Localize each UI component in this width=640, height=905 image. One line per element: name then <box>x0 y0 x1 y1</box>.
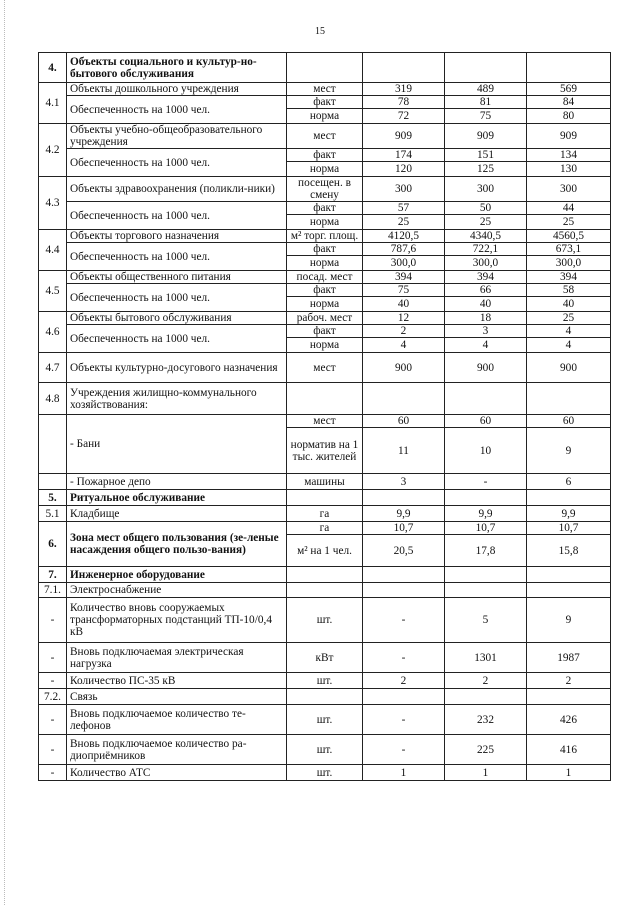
table-row <box>39 83 611 96</box>
table-cell: машины <box>287 474 363 490</box>
table-cell: Объекты учебно-общеобразовательного учреждения <box>67 124 287 149</box>
table-cell: Объекты бытового обслуживания <box>67 312 287 325</box>
table-cell: 5 <box>445 598 527 643</box>
table-cell: 50 <box>445 202 527 215</box>
table-cell: 57 <box>363 202 445 215</box>
table-cell: 4 <box>527 338 611 353</box>
table-cell: - Бани <box>67 415 287 474</box>
table-row <box>39 705 611 735</box>
table-row <box>39 735 611 765</box>
table-cell: 75 <box>445 109 527 124</box>
table-cell: - <box>39 705 67 735</box>
table-row <box>39 415 611 428</box>
table-row <box>39 353 611 383</box>
table-cell: 125 <box>445 162 527 177</box>
table-cell: 394 <box>363 271 445 284</box>
table-cell: 6 <box>527 474 611 490</box>
table-cell: 4.1 <box>39 83 67 124</box>
table-cell: Зона мест общего пользования (зе-леные насаждения общего пользо-вания) <box>67 522 287 567</box>
table-cell: 4.4 <box>39 230 67 271</box>
table-cell: 909 <box>445 124 527 149</box>
table-cell: норматив на 1 тыс. жителей <box>287 428 363 474</box>
table-cell: 489 <box>445 83 527 96</box>
table-cell: 25 <box>527 312 611 325</box>
table-row <box>39 689 611 705</box>
table-cell: Инженерное оборудование <box>67 567 287 583</box>
table-cell: 300 <box>445 177 527 202</box>
table-cell: 20,5 <box>363 535 445 567</box>
table-cell <box>445 53 527 83</box>
table-cell: - <box>39 673 67 689</box>
table-cell: шт. <box>287 705 363 735</box>
table-cell: - <box>445 474 527 490</box>
table-cell: 569 <box>527 83 611 96</box>
table-cell: 25 <box>445 215 527 230</box>
table-cell <box>363 689 445 705</box>
table-cell: шт. <box>287 598 363 643</box>
table-cell: факт <box>287 149 363 162</box>
table-cell <box>363 53 445 83</box>
table-cell: факт <box>287 96 363 109</box>
table-cell: Объекты дошкольного учреждения <box>67 83 287 96</box>
table-cell: 9,9 <box>445 506 527 522</box>
table-cell: 3 <box>363 474 445 490</box>
table-cell <box>287 567 363 583</box>
table-cell <box>287 583 363 598</box>
table-cell: шт. <box>287 735 363 765</box>
table-cell: Вновь подключаемое количество ра-диоприёмников <box>67 735 287 765</box>
table-cell: 58 <box>527 284 611 297</box>
table-row <box>39 230 611 243</box>
table-cell: 6. <box>39 522 67 567</box>
table-cell: 25 <box>527 215 611 230</box>
table-cell <box>363 567 445 583</box>
table-cell: кВт <box>287 643 363 673</box>
table-cell <box>445 583 527 598</box>
table-cell: 2 <box>445 673 527 689</box>
table-cell: Учреждения жилищно-коммунального хозяйствования: <box>67 383 287 415</box>
table-cell: норма <box>287 215 363 230</box>
table-cell: 4.3 <box>39 177 67 230</box>
table-cell: 319 <box>363 83 445 96</box>
table-cell: 394 <box>527 271 611 284</box>
table-cell: 40 <box>445 297 527 312</box>
table-cell: 81 <box>445 96 527 109</box>
table-cell: Обеспеченность на 1000 чел. <box>67 202 287 230</box>
table-cell: 17,8 <box>445 535 527 567</box>
table-cell: 4.5 <box>39 271 67 312</box>
table-cell: 4120,5 <box>363 230 445 243</box>
table-cell <box>39 415 67 474</box>
table-cell: шт. <box>287 765 363 781</box>
table-cell: 9 <box>527 598 611 643</box>
table-cell <box>363 490 445 506</box>
table-cell: шт. <box>287 673 363 689</box>
table-cell: 909 <box>363 124 445 149</box>
table-cell <box>287 689 363 705</box>
table-row <box>39 149 611 162</box>
table-cell: Вновь подключаемая электрическая нагрузка <box>67 643 287 673</box>
table-cell: норма <box>287 338 363 353</box>
table-cell: 120 <box>363 162 445 177</box>
table-cell <box>287 490 363 506</box>
table-cell: 7.1. <box>39 583 67 598</box>
table-cell: Связь <box>67 689 287 705</box>
table-cell: Вновь подключаемое количество те-лефонов <box>67 705 287 735</box>
table-cell: - <box>363 705 445 735</box>
table-row <box>39 383 611 415</box>
table-cell <box>445 383 527 415</box>
table-cell <box>527 490 611 506</box>
table-cell: 4 <box>527 325 611 338</box>
table-row <box>39 284 611 297</box>
table-cell: м² на 1 чел. <box>287 535 363 567</box>
table-cell: 2 <box>527 673 611 689</box>
table-cell: Обеспеченность на 1000 чел. <box>67 284 287 312</box>
table-cell <box>527 567 611 583</box>
table-cell: мест <box>287 83 363 96</box>
table-cell: 4.2 <box>39 124 67 177</box>
table-cell: Кладбище <box>67 506 287 522</box>
table-cell: 60 <box>527 415 611 428</box>
table-row <box>39 325 611 338</box>
table-row <box>39 567 611 583</box>
table-cell: мест <box>287 124 363 149</box>
table-cell: 1301 <box>445 643 527 673</box>
table-cell: 300 <box>363 177 445 202</box>
table-cell: норма <box>287 162 363 177</box>
table-row <box>39 598 611 643</box>
table-cell: 4340,5 <box>445 230 527 243</box>
table-cell <box>363 583 445 598</box>
table-cell <box>363 383 445 415</box>
table-cell <box>445 689 527 705</box>
table-cell: - <box>363 643 445 673</box>
table-cell: Обеспеченность на 1000 чел. <box>67 325 287 353</box>
table-cell: Обеспеченность на 1000 чел. <box>67 149 287 177</box>
table-cell: норма <box>287 109 363 124</box>
table-cell: рабоч. мест <box>287 312 363 325</box>
table-cell <box>445 567 527 583</box>
table-cell: факт <box>287 325 363 338</box>
table-cell: 722,1 <box>445 243 527 256</box>
table-row <box>39 243 611 256</box>
table-cell: Ритуальное обслуживание <box>67 490 287 506</box>
table-cell: 15,8 <box>527 535 611 567</box>
table-cell: Объекты торгового назначения <box>67 230 287 243</box>
table-cell: посещен. в смену <box>287 177 363 202</box>
table-cell: 11 <box>363 428 445 474</box>
table-cell <box>527 689 611 705</box>
table-cell: 9,9 <box>527 506 611 522</box>
table-cell: - <box>39 735 67 765</box>
table-cell: 18 <box>445 312 527 325</box>
table-cell: 40 <box>527 297 611 312</box>
table-cell: 900 <box>363 353 445 383</box>
indicators-table <box>38 52 611 781</box>
table-row <box>39 506 611 522</box>
table-cell: 300 <box>527 177 611 202</box>
table-row <box>39 673 611 689</box>
table-cell: - <box>39 643 67 673</box>
table-row <box>39 522 611 535</box>
table-cell: 787,6 <box>363 243 445 256</box>
table-cell: 10,7 <box>445 522 527 535</box>
table-cell: м² торг. площ. <box>287 230 363 243</box>
table-cell: 60 <box>363 415 445 428</box>
table-cell: 300,0 <box>363 256 445 271</box>
table-cell: 1 <box>445 765 527 781</box>
table-cell: норма <box>287 297 363 312</box>
table-cell: Обеспеченность на 1000 чел. <box>67 96 287 124</box>
table-cell: 174 <box>363 149 445 162</box>
table-cell: 1987 <box>527 643 611 673</box>
table-cell: 1 <box>363 765 445 781</box>
table-cell: 4.6 <box>39 312 67 353</box>
table-cell: 9 <box>527 428 611 474</box>
table-cell: 3 <box>445 325 527 338</box>
table-cell: 232 <box>445 705 527 735</box>
table-cell: Количество АТС <box>67 765 287 781</box>
table-cell: - <box>363 735 445 765</box>
table-cell: 909 <box>527 124 611 149</box>
table-cell: 44 <box>527 202 611 215</box>
table-row <box>39 53 611 83</box>
table-row <box>39 765 611 781</box>
table-cell: факт <box>287 284 363 297</box>
table-cell: Количество ПС-35 кВ <box>67 673 287 689</box>
table-cell <box>39 474 67 490</box>
table-cell: Объекты здравоохранения (поликли-ники) <box>67 177 287 202</box>
table-row <box>39 124 611 149</box>
table-cell: посад. мест <box>287 271 363 284</box>
table-cell: 10,7 <box>363 522 445 535</box>
table-cell: 25 <box>363 215 445 230</box>
table-cell: 40 <box>363 297 445 312</box>
table-cell: мест <box>287 415 363 428</box>
table-row <box>39 583 611 598</box>
table-cell: 2 <box>363 673 445 689</box>
table-cell: 7.2. <box>39 689 67 705</box>
table-cell: 78 <box>363 96 445 109</box>
table-cell: факт <box>287 243 363 256</box>
table-cell: 12 <box>363 312 445 325</box>
page-number: 15 <box>315 26 325 37</box>
table-cell: - <box>39 765 67 781</box>
table-cell: Объекты культурно-досугового назначения <box>67 353 287 383</box>
table-cell <box>527 583 611 598</box>
table-cell: га <box>287 522 363 535</box>
table-row <box>39 271 611 284</box>
table-cell <box>527 383 611 415</box>
table-cell: 130 <box>527 162 611 177</box>
table-cell: 5.1 <box>39 506 67 522</box>
table-cell: 7. <box>39 567 67 583</box>
table-cell: Обеспеченность на 1000 чел. <box>67 243 287 271</box>
table-cell: 66 <box>445 284 527 297</box>
table-cell <box>287 53 363 83</box>
table-row <box>39 202 611 215</box>
table-cell: 9,9 <box>363 506 445 522</box>
table-cell: 900 <box>445 353 527 383</box>
table-cell: - <box>39 598 67 643</box>
table-cell: 2 <box>363 325 445 338</box>
table-cell: 673,1 <box>527 243 611 256</box>
table-cell: 134 <box>527 149 611 162</box>
table-cell <box>527 53 611 83</box>
table-cell: 900 <box>527 353 611 383</box>
table-cell: 60 <box>445 415 527 428</box>
table-cell: 10 <box>445 428 527 474</box>
table-cell: 75 <box>363 284 445 297</box>
table-row <box>39 474 611 490</box>
scan-edge <box>0 0 5 905</box>
table-row <box>39 643 611 673</box>
table-cell: - <box>363 598 445 643</box>
table-cell: 5. <box>39 490 67 506</box>
table-cell <box>445 490 527 506</box>
table-cell: 84 <box>527 96 611 109</box>
table-cell: 72 <box>363 109 445 124</box>
table-cell: 4 <box>445 338 527 353</box>
table-body <box>39 53 611 781</box>
table-row <box>39 312 611 325</box>
table-cell: 4 <box>363 338 445 353</box>
table-cell: норма <box>287 256 363 271</box>
table-cell: 4560,5 <box>527 230 611 243</box>
table-cell: 4.7 <box>39 353 67 383</box>
table-cell: 426 <box>527 705 611 735</box>
table-cell: 151 <box>445 149 527 162</box>
table-cell: га <box>287 506 363 522</box>
table-cell: 225 <box>445 735 527 765</box>
table-cell: 1 <box>527 765 611 781</box>
table-cell: Объекты общественного питания <box>67 271 287 284</box>
table-cell: факт <box>287 202 363 215</box>
table-cell: 10,7 <box>527 522 611 535</box>
table-cell: 300,0 <box>445 256 527 271</box>
table-row <box>39 177 611 202</box>
table-cell: Количество вновь сооружаемых трансформаторных подстанций ТП-10/0,4 кВ <box>67 598 287 643</box>
table-cell: Электроснабжение <box>67 583 287 598</box>
table-row <box>39 490 611 506</box>
table-cell: 80 <box>527 109 611 124</box>
table-row <box>39 96 611 109</box>
table-cell: 4.8 <box>39 383 67 415</box>
table-cell: 300,0 <box>527 256 611 271</box>
table-cell: 394 <box>445 271 527 284</box>
table-cell: - Пожарное депо <box>67 474 287 490</box>
table-cell <box>287 383 363 415</box>
table-cell: 416 <box>527 735 611 765</box>
table-cell: мест <box>287 353 363 383</box>
table-cell: Объекты социального и культур-но-бытового обслуживания <box>67 53 287 83</box>
table-cell: 4. <box>39 53 67 83</box>
